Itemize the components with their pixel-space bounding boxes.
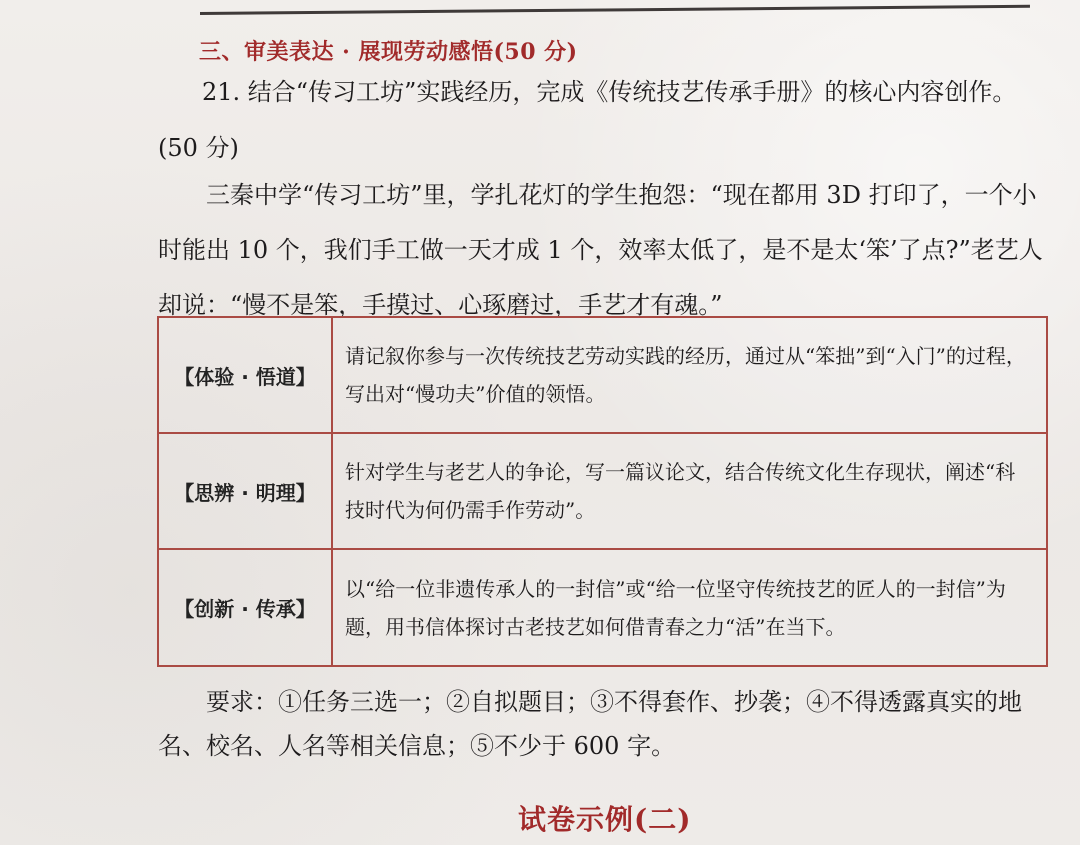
passage-text: 三秦中学“传习工坊”里，学扎花灯的学生抱怨：“现在都用 3D 打印了，一个小时能出 10 个，我们手工做一天才成 1 个，效率太低了，是不是太‘笨’了点?”老艺人却说：“慢不是笨，手摸过、心琢磨过，手艺才有魂。”: [158, 181, 1043, 319]
task-name: 【创新 · 传承】: [158, 549, 332, 666]
requirements: [158, 680, 1062, 768]
task-name: 【思辨 · 明理】: [158, 433, 332, 549]
task-row: [158, 549, 1047, 666]
section-title: 三、审美表达 · 展现劳动感悟(50 分): [199, 39, 578, 65]
passage: [158, 168, 1058, 333]
task-description: 针对学生与老艺人的争论，写一篇议论文，结合传统文化生存现状，阐述“科技时代为何仍需手作劳动”。: [332, 433, 1047, 549]
question-stem: 21. 结合“传习工坊”实践经历，完成《传统技艺传承手册》的核心内容创作。: [202, 78, 1017, 106]
next-section-title: 试卷示例(二): [518, 803, 692, 836]
requirements-text: 要求：①任务三选一；②自拟题目；③不得套作、抄袭；④不得透露真实的地名、校名、人名等相关信息；⑤不少于 600 字。: [158, 688, 1022, 760]
task-table: [157, 316, 1048, 667]
top-rule: [200, 5, 1030, 15]
task-description: 以“给一位非遗传承人的一封信”或“给一位坚守传统技艺的匠人的一封信”为题，用书信体探讨古老技艺如何借青春之力“活”在当下。: [332, 549, 1047, 666]
task-description: 请记叙你参与一次传统技艺劳动实践的经历，通过从“笨拙”到“入门”的过程，写出对“慢功夫”价值的领悟。: [332, 317, 1047, 433]
task-row: [158, 317, 1047, 433]
question-score: (50 分): [158, 134, 239, 162]
task-row: [158, 433, 1047, 549]
task-name: 【体验 · 悟道】: [158, 317, 332, 433]
